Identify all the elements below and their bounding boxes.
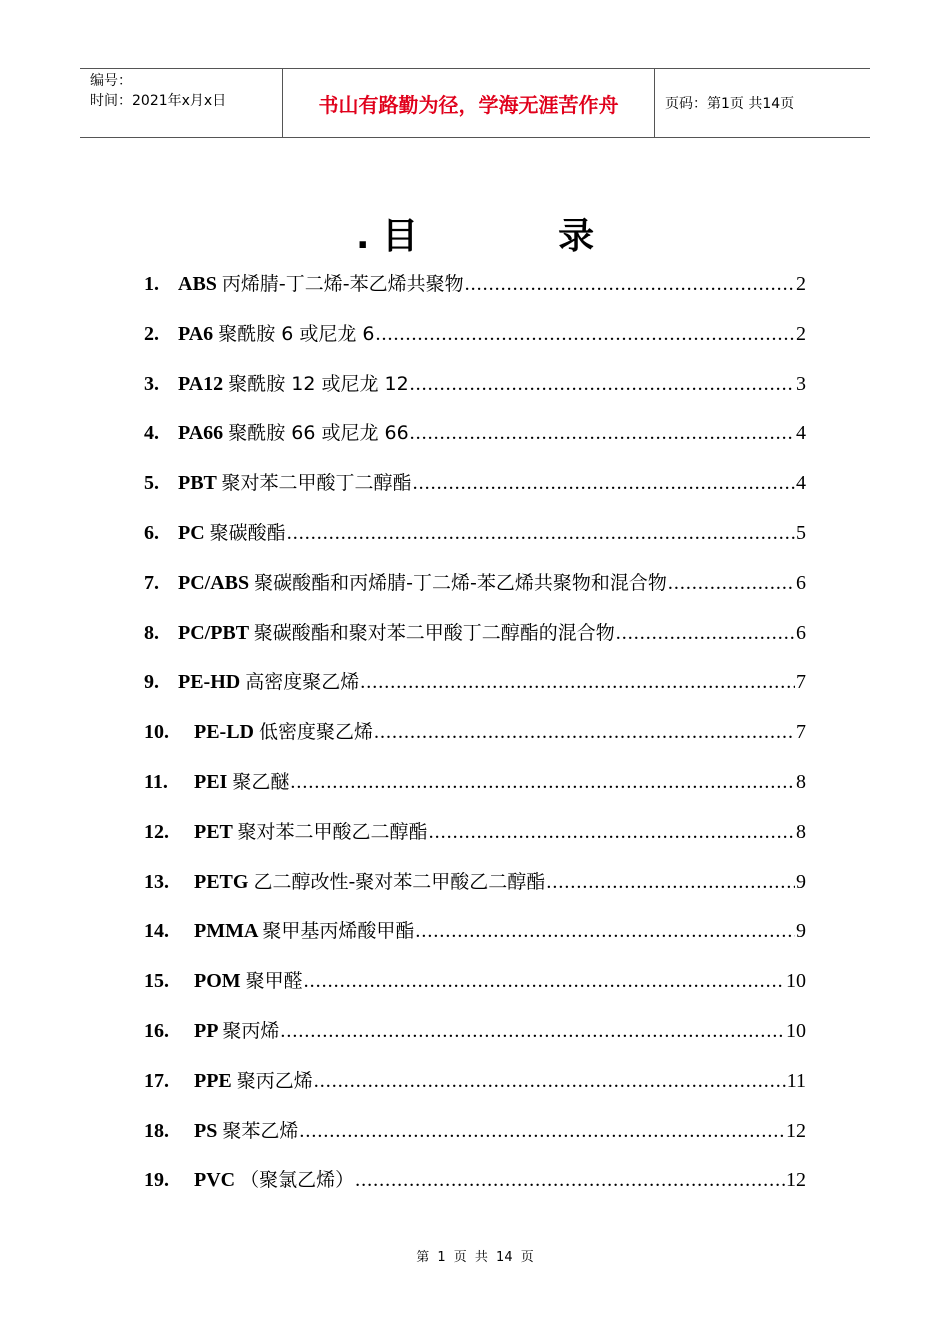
toc-entry-code: PC/ABS xyxy=(178,571,250,594)
toc-entry[interactable] xyxy=(144,814,806,864)
toc-leader-dots xyxy=(304,963,785,999)
toc-entry-page: 8 xyxy=(796,770,806,793)
toc-entry-code: PEI xyxy=(194,770,228,793)
toc-leader-dots xyxy=(375,316,795,352)
toc-entry-page: 12 xyxy=(786,1169,806,1192)
toc-entry-label[interactable] xyxy=(194,1013,279,1049)
page-header xyxy=(80,68,870,138)
toc-entry-number: 18. xyxy=(144,1119,169,1142)
table-of-contents xyxy=(144,266,806,1212)
toc-entry-page: 7 xyxy=(796,671,806,694)
toc-entry-name: 低密度聚乙烯 xyxy=(259,721,374,744)
toc-leader-dots xyxy=(374,714,795,750)
toc-entry-code: PA12 xyxy=(178,372,224,395)
toc-entry[interactable] xyxy=(144,1113,806,1163)
toc-entry-name: 聚丙乙烯 xyxy=(236,1069,313,1092)
toc-entry-page: 7 xyxy=(796,721,806,744)
toc-leader-dots xyxy=(290,764,795,800)
toc-entry[interactable] xyxy=(144,366,806,416)
toc-entry-code: PA66 xyxy=(178,422,224,445)
toc-entry-number: 17. xyxy=(144,1069,169,1092)
header-page-info: 页码：第1页 共14页 xyxy=(665,96,795,112)
toc-entry-number: 12. xyxy=(144,820,169,843)
toc-entry[interactable] xyxy=(144,664,806,714)
toc-entry[interactable] xyxy=(144,565,806,615)
toc-entry-label[interactable] xyxy=(194,913,414,949)
toc-entry-label[interactable] xyxy=(178,615,615,651)
toc-entry-code: PC/PBT xyxy=(178,621,249,644)
toc-entry[interactable] xyxy=(144,316,806,366)
toc-leader-dots xyxy=(360,664,795,700)
toc-leader-dots xyxy=(668,565,795,601)
toc-entry-code: PE-LD xyxy=(194,721,254,744)
toc-entry-number: 14. xyxy=(144,920,169,943)
toc-leader-dots xyxy=(410,366,795,402)
toc-entry[interactable] xyxy=(144,266,806,316)
header-meta xyxy=(80,69,282,137)
toc-entry[interactable] xyxy=(144,864,806,914)
toc-entry-label[interactable] xyxy=(178,515,286,551)
toc-leader-dots xyxy=(546,864,795,900)
toc-leader-dots xyxy=(280,1013,785,1049)
toc-entry-code: PVC xyxy=(194,1169,236,1192)
toc-entry-name: 聚丙烯 xyxy=(222,1019,280,1042)
toc-entry-name: 聚甲基丙烯酸甲酯 xyxy=(262,920,415,943)
toc-entry-name: 聚酰胺 12 或尼龙 12 xyxy=(228,372,409,395)
toc-entry-label[interactable] xyxy=(194,714,373,750)
toc-entry-number: 7. xyxy=(144,571,159,594)
toc-leader-dots xyxy=(415,913,795,949)
toc-entry-number: 5. xyxy=(144,472,159,495)
toc-leader-dots xyxy=(355,1162,785,1198)
toc-entry-label[interactable] xyxy=(194,963,303,999)
toc-entry-code: PPE xyxy=(194,1069,232,1092)
toc-entry-code: PBT xyxy=(178,472,217,495)
toc-entry-page: 11 xyxy=(786,1069,806,1092)
toc-entry-number: 3. xyxy=(144,372,159,395)
toc-entry-name: 丙烯腈-丁二烯-苯乙烯共聚物 xyxy=(221,273,464,295)
toc-entry-label[interactable] xyxy=(194,1162,354,1198)
toc-entry-code: POM xyxy=(194,970,241,993)
toc-entry[interactable] xyxy=(144,515,806,565)
toc-entry-number: 13. xyxy=(144,870,169,893)
toc-entry-name: 聚苯乙烯 xyxy=(222,1119,299,1142)
toc-entry-number: 2. xyxy=(144,322,159,345)
toc-entry-label[interactable] xyxy=(178,664,359,700)
toc-entry-label[interactable] xyxy=(178,266,464,302)
toc-entry-number: 16. xyxy=(144,1019,169,1042)
toc-leader-dots xyxy=(465,266,795,302)
toc-entry-page: 3 xyxy=(796,372,806,395)
toc-entry[interactable] xyxy=(144,415,806,465)
toc-entry-number: 1. xyxy=(144,273,159,295)
toc-entry-code: PA6 xyxy=(178,322,214,345)
toc-entry-page: 9 xyxy=(796,870,806,893)
toc-entry-name: 聚酰胺 6 或尼龙 6 xyxy=(218,322,375,345)
toc-entry-name: 乙二醇改性-聚对苯二甲酸乙二醇酯 xyxy=(253,870,546,893)
toc-entry-name: 聚甲醛 xyxy=(245,970,303,993)
header-motto: 书山有路勤为径，学海无涯苦作舟 xyxy=(282,69,655,137)
toc-entry-page: 12 xyxy=(786,1119,806,1142)
toc-leader-dots xyxy=(413,465,795,501)
toc-entry-label[interactable] xyxy=(194,1063,313,1099)
toc-entry-number: 6. xyxy=(144,521,159,544)
toc-entry-number: 4. xyxy=(144,422,159,445)
toc-entry-page: 4 xyxy=(796,472,806,495)
page-footer: 第 1 页 共 14 页 xyxy=(416,1250,534,1265)
toc-entry-page: 4 xyxy=(796,422,806,445)
toc-entry[interactable] xyxy=(144,714,806,764)
toc-entry-label[interactable] xyxy=(178,565,667,601)
toc-entry-page: 10 xyxy=(786,970,806,993)
toc-entry-name: 聚对苯二甲酸丁二醇酯 xyxy=(221,472,412,495)
toc-leader-dots xyxy=(429,814,795,850)
toc-entry-label[interactable] xyxy=(194,764,289,800)
toc-entry-name: 聚碳酸酯和聚对苯二甲酸丁二醇酯的混合物 xyxy=(253,621,615,644)
toc-entry-page: 2 xyxy=(796,322,806,345)
header-number: 编号： xyxy=(90,73,132,89)
toc-entry[interactable] xyxy=(144,913,806,963)
toc-entry[interactable] xyxy=(144,1063,806,1113)
toc-entry-number: 9. xyxy=(144,671,159,694)
toc-entry-page: 6 xyxy=(796,621,806,644)
toc-entry-name: 聚碳酸酯 xyxy=(209,521,286,544)
toc-entry-page: 2 xyxy=(796,273,806,295)
toc-entry-number: 15. xyxy=(144,970,169,993)
toc-entry-name: 聚酰胺 66 或尼龙 66 xyxy=(228,422,409,445)
toc-entry-code: PP xyxy=(194,1019,218,1042)
toc-title xyxy=(0,208,950,259)
toc-entry-label[interactable] xyxy=(178,366,409,402)
toc-entry-label[interactable] xyxy=(194,864,545,900)
toc-title-part2: 录 xyxy=(558,216,595,257)
toc-entry-page: 8 xyxy=(796,820,806,843)
toc-entry-number: 19. xyxy=(144,1169,169,1192)
toc-entry-label[interactable] xyxy=(194,1113,298,1149)
toc-leader-dots xyxy=(314,1063,786,1099)
toc-entry-number: 10. xyxy=(144,721,169,744)
toc-leader-dots xyxy=(410,415,795,451)
header-time: 时间：2021年x月x日 xyxy=(90,93,227,109)
toc-entry-code: PE-HD xyxy=(178,671,241,694)
toc-leader-dots xyxy=(287,515,795,551)
toc-entry[interactable] xyxy=(144,615,806,665)
toc-entry[interactable] xyxy=(144,963,806,1013)
toc-entry-code: ABS xyxy=(178,273,217,295)
toc-entry-label[interactable] xyxy=(178,316,374,352)
toc-leader-dots xyxy=(299,1113,785,1149)
toc-entry[interactable] xyxy=(144,465,806,515)
toc-leader-dots xyxy=(616,615,795,651)
toc-entry[interactable] xyxy=(144,764,806,814)
toc-entry-name: 聚碳酸酯和丙烯腈-丁二烯-苯乙烯共聚物和混合物 xyxy=(254,571,667,594)
toc-entry-page: 5 xyxy=(796,521,806,544)
toc-entry-code: PETG xyxy=(194,870,249,893)
toc-entry-code: PC xyxy=(178,521,205,544)
toc-entry-name: （聚氯乙烯） xyxy=(240,1169,355,1192)
toc-entry-name: 聚乙醚 xyxy=(232,770,290,793)
toc-entry-code: PS xyxy=(194,1119,218,1142)
toc-entry-name: 高密度聚乙烯 xyxy=(245,671,360,694)
toc-title-part1: . 目 xyxy=(355,216,419,257)
toc-entry[interactable] xyxy=(144,1162,806,1212)
toc-entry-code: PET xyxy=(194,820,233,843)
toc-entry-name: 聚对苯二甲酸乙二醇酯 xyxy=(237,820,428,843)
toc-entry-page: 6 xyxy=(796,571,806,594)
toc-entry-label[interactable] xyxy=(178,465,412,501)
toc-entry-page: 10 xyxy=(786,1019,806,1042)
toc-entry-number: 11. xyxy=(144,770,168,793)
toc-entry-page: 9 xyxy=(796,920,806,943)
toc-entry-label[interactable] xyxy=(194,814,428,850)
toc-entry-code: PMMA xyxy=(194,920,258,943)
toc-entry[interactable] xyxy=(144,1013,806,1063)
toc-entry-number: 8. xyxy=(144,621,159,644)
toc-entry-label[interactable] xyxy=(178,415,409,451)
